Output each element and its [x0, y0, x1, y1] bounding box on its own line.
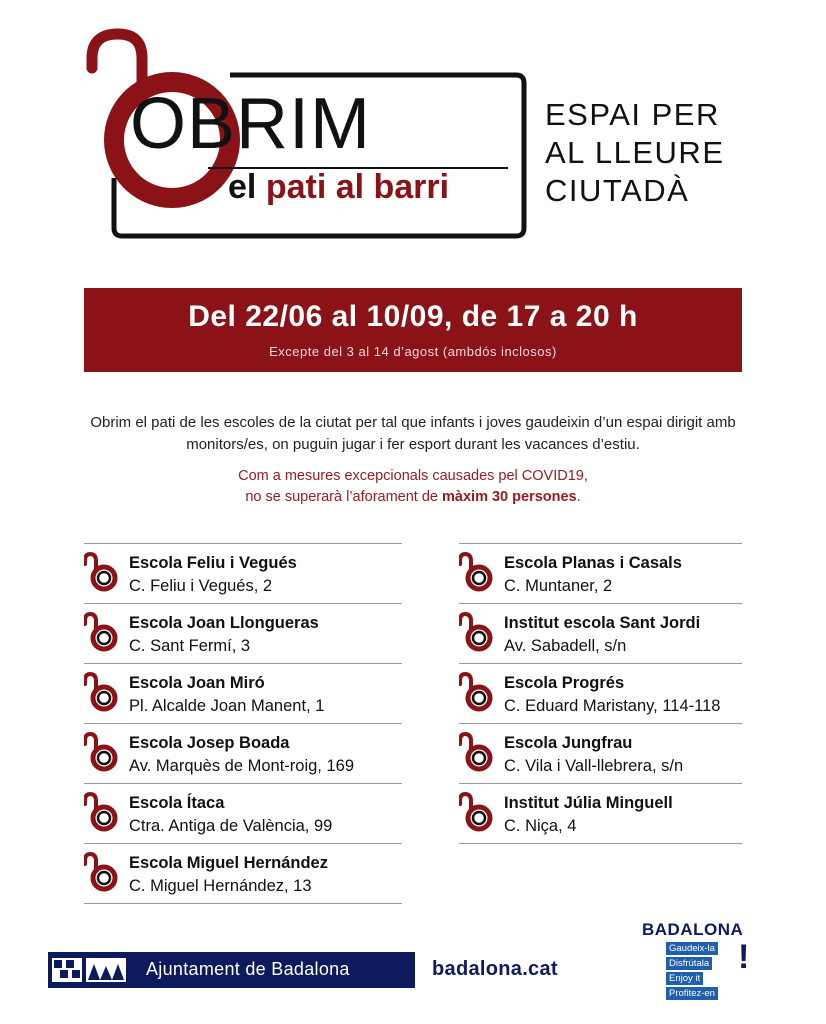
lock-ring-icon — [459, 792, 495, 832]
date-banner — [84, 288, 742, 372]
tagline-line: ESPAI PER — [545, 97, 720, 132]
brand-word: BADALONA — [642, 920, 744, 939]
school-list-right — [459, 543, 742, 844]
school-list-item — [459, 723, 742, 783]
coat-of-arms-icon — [48, 952, 134, 988]
school-address: C. Niça, 4 — [504, 817, 577, 835]
school-name: Escola Joan Llongueras — [129, 614, 319, 632]
school-name: Escola Progrés — [504, 674, 625, 692]
lock-ring-icon — [84, 732, 120, 772]
covid-line-1: Com a mesures excepcionals causades pel COVID19, — [238, 468, 588, 484]
school-list-item — [84, 783, 402, 843]
school-name: Escola Ítaca — [129, 794, 225, 812]
brand-tag: Gaudeix-la — [666, 942, 718, 955]
school-list-item — [84, 663, 402, 723]
footer-institution-bar — [48, 952, 415, 988]
banner-note: Excepte del 3 al 14 d’agost (ambdós inclosos) — [269, 344, 557, 359]
school-list-item — [459, 663, 742, 723]
school-address: C. Feliu i Vegués, 2 — [129, 577, 273, 595]
lock-ring-icon — [459, 672, 495, 712]
school-address: Pl. Alcalde Joan Manent, 1 — [129, 697, 325, 715]
lock-ring-icon — [84, 552, 120, 592]
brand-tag: Profitez-en — [666, 987, 718, 1000]
school-address: Av. Marquès de Mont-roig, 169 — [129, 757, 355, 775]
lock-ring-icon — [459, 612, 495, 652]
covid-notice — [84, 466, 742, 508]
tagline-line: AL LLEURE — [545, 135, 725, 170]
school-address: C. Eduard Maristany, 114-118 — [504, 697, 721, 715]
lock-ring-icon — [84, 852, 120, 892]
brand-tag: Disfrútala — [666, 957, 712, 970]
school-address: Ctra. Antiga de València, 99 — [129, 817, 333, 835]
school-name: Institut Júlia Minguell — [504, 794, 673, 812]
banner-title: Del 22/06 al 10/09, de 17 a 20 h — [188, 300, 638, 333]
school-name: Escola Planas i Casals — [504, 554, 682, 572]
brand-tags — [666, 942, 744, 1002]
lock-ring-icon — [84, 612, 120, 652]
school-list-item — [459, 783, 742, 844]
school-list-item — [84, 543, 402, 603]
school-name: Escola Joan Miró — [129, 674, 265, 692]
lock-ring-icon — [84, 672, 120, 712]
logo-word: OBRIM — [130, 84, 372, 164]
lock-ring-icon — [459, 732, 495, 772]
school-list-item — [459, 543, 742, 603]
logo-subtitle: el pati al barri — [228, 168, 450, 206]
school-address: C. Miguel Hernández, 13 — [129, 877, 312, 895]
school-name: Escola Jungfrau — [504, 734, 633, 752]
school-name: Institut escola Sant Jordi — [504, 614, 701, 632]
badalona-brand-logo — [636, 918, 756, 998]
intro-text: Obrim el pati de les escoles de la ciutat per tal que infants i joves gaudeixin d’un espai dirigit amb monitors/es, on puguin jugar i fer esport durant les vacances d’estiu. — [90, 414, 736, 453]
school-list-left — [84, 543, 402, 904]
tagline — [545, 96, 725, 210]
school-list-item — [459, 603, 742, 663]
school-address: C. Vila i Vall-llebrera, s/n — [504, 757, 684, 775]
school-address: C. Muntaner, 2 — [504, 577, 613, 595]
school-list-item — [84, 603, 402, 663]
school-address: C. Sant Fermí, 3 — [129, 637, 251, 655]
brand-exclamation: ! — [738, 938, 750, 976]
school-name: Escola Feliu i Vegués — [129, 554, 297, 572]
tagline-line: CIUTADÀ — [545, 173, 690, 208]
school-list-item — [84, 843, 402, 904]
covid-line-2: no se superarà l’aforament de màxim 30 persones. — [245, 489, 581, 505]
school-list-item — [84, 723, 402, 783]
school-address: Av. Sabadell, s/n — [504, 637, 627, 655]
brand-tag: Enjoy it — [666, 972, 703, 985]
footer-institution-label: Ajuntament de Badalona — [146, 959, 350, 979]
school-name: Escola Miguel Hernández — [129, 854, 328, 872]
footer-url-link[interactable]: badalona.cat — [432, 958, 558, 980]
school-name: Escola Josep Boada — [129, 734, 290, 752]
lock-ring-icon — [84, 792, 120, 832]
lock-ring-icon — [459, 552, 495, 592]
